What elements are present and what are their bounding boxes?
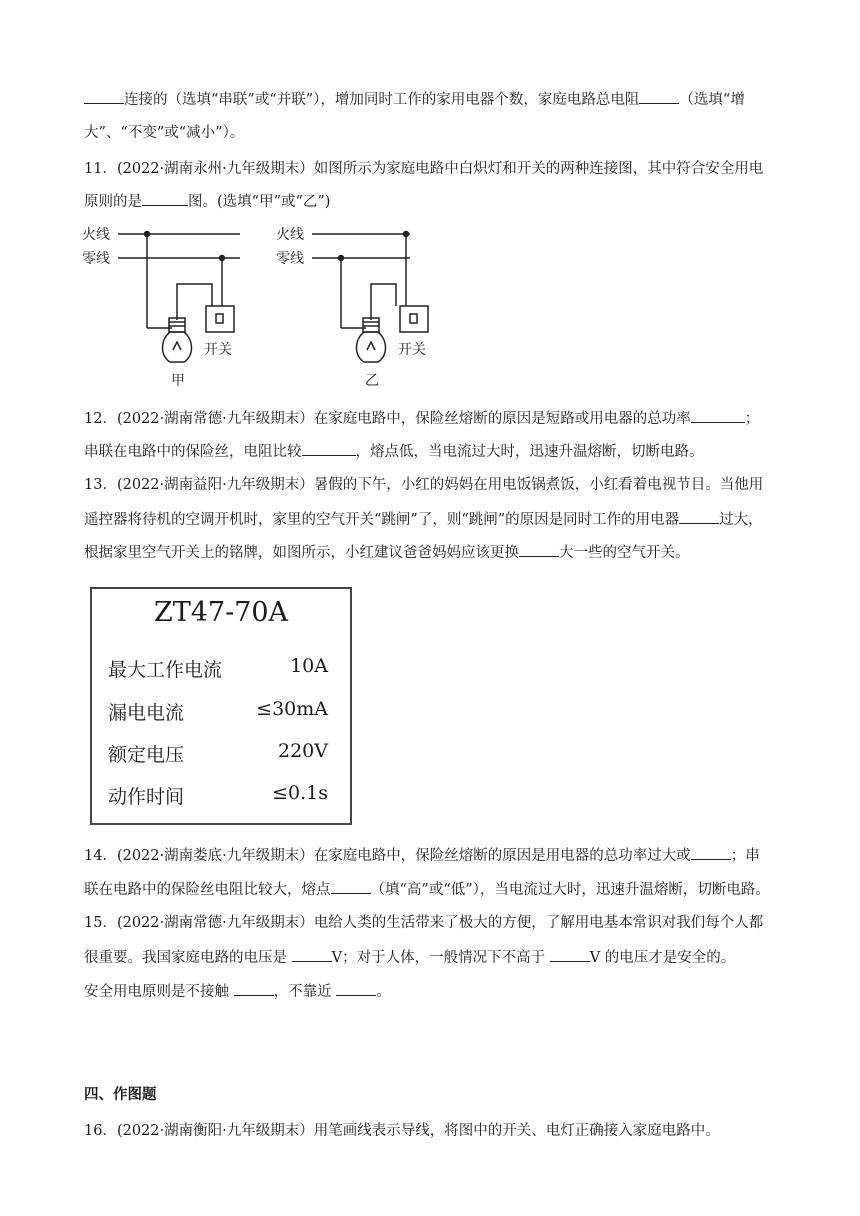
text: 联在电路中的保险丝电阻比较大，熔点 bbox=[84, 882, 331, 898]
text: （选填“增 bbox=[679, 92, 745, 108]
text: 15．(2022·湖南常德·九年级期末）电给人类的生活带来了极大的方便，了解用电基本常识对我们每个人都 bbox=[84, 915, 764, 931]
text: V；对于人体，一般情况下不高于 bbox=[331, 950, 550, 966]
text: V 的电压才是安全的。 bbox=[589, 950, 736, 966]
bulb-icon bbox=[357, 318, 386, 362]
answer-blank[interactable] bbox=[550, 947, 590, 962]
text: 14．(2022·湖南娄底·九年级期末）在家庭电路中，保险丝熔断的原因是用电器的总功率过大或 bbox=[84, 848, 691, 864]
text: ，不靠近 bbox=[273, 984, 337, 1000]
text: 根据家里空气开关上的铭牌，如图所示，小红建议爸爸妈妈应该更换 bbox=[84, 545, 519, 561]
nameplate-key: 最大工作电流 bbox=[108, 659, 223, 681]
answer-blank[interactable] bbox=[142, 191, 188, 206]
answer-blank[interactable] bbox=[679, 509, 719, 524]
question-12-line-1 bbox=[84, 408, 759, 429]
nameplate-key: 漏电电流 bbox=[108, 702, 185, 724]
answer-blank[interactable] bbox=[302, 441, 356, 456]
nameplate-value: 10A bbox=[290, 655, 328, 677]
question-14-line-1 bbox=[84, 845, 760, 866]
question-15-line-2 bbox=[84, 947, 735, 968]
text: 串联在电路中的保险丝，电阻比较 bbox=[84, 444, 302, 460]
neutral-wire-label-b: 零线 bbox=[276, 251, 304, 267]
text: ； bbox=[744, 411, 760, 427]
text: 图。(选填“甲”或“乙”) bbox=[188, 194, 331, 210]
text: 12．(2022·湖南常德·九年级期末）在家庭电路中，保险丝熔断的原因是短路或用电器的总功率 bbox=[84, 411, 691, 427]
nameplate-value: ≤0.1s bbox=[272, 782, 328, 804]
text-line bbox=[84, 123, 244, 143]
neutral-wire-label-a: 零线 bbox=[82, 251, 110, 267]
diagram-label-a: 甲 bbox=[171, 373, 185, 389]
text: 原则的是 bbox=[84, 194, 142, 210]
text: （填“高”或“低”），当电流过大时，迅速升温熔断，切断电路。 bbox=[370, 882, 770, 898]
text: ，熔点低，当电流过大时，迅速升温熔断，切断电路。 bbox=[355, 444, 704, 460]
nameplate-value: 220V bbox=[278, 740, 328, 762]
switch-label-a: 开关 bbox=[204, 342, 232, 358]
live-wire-label-b: 火线 bbox=[276, 227, 304, 243]
nameplate-key: 动作时间 bbox=[108, 786, 185, 808]
question-12-line-2 bbox=[84, 441, 704, 462]
diagram-label-b: 乙 bbox=[365, 373, 379, 389]
text: 大”、“不变”或“减小”）。 bbox=[84, 125, 245, 141]
question-13-line-1 bbox=[84, 475, 763, 495]
text-line bbox=[84, 89, 745, 110]
nameplate-key: 额定电压 bbox=[108, 744, 185, 766]
text: 11．(2022·湖南永州·九年级期末）如图所示为家庭电路中白炽灯和开关的两种连接图，其中符合安全用电 bbox=[84, 161, 764, 177]
question-11-line-2 bbox=[84, 191, 330, 212]
answer-blank[interactable] bbox=[691, 845, 731, 860]
text: 安全用电原则是不接触 bbox=[84, 984, 234, 1000]
live-wire-label-a: 火线 bbox=[82, 227, 110, 243]
answer-blank[interactable] bbox=[84, 89, 124, 104]
answer-blank[interactable] bbox=[234, 981, 274, 996]
question-14-line-2 bbox=[84, 879, 770, 900]
text: ；串 bbox=[730, 848, 760, 864]
nameplate-value: ≤30mA bbox=[256, 698, 328, 720]
text: 13．(2022·湖南益阳·九年级期末）暑假的下午，小红的妈妈在用电饭锅煮饭，小红看着电视节目。当他用 bbox=[84, 477, 764, 493]
switch-label-b: 开关 bbox=[398, 342, 426, 358]
answer-blank[interactable] bbox=[519, 542, 559, 557]
question-13-line-2 bbox=[84, 509, 763, 530]
question-11-line-1 bbox=[84, 159, 763, 179]
answer-blank[interactable] bbox=[639, 89, 679, 104]
breaker-nameplate bbox=[90, 587, 352, 825]
nameplate-model: ZT47-70A bbox=[153, 597, 289, 628]
text: 过大， bbox=[719, 512, 763, 528]
text: 16．(2022·湖南衡阳·九年级期末）用笔画线表示导线，将图中的开关、电灯正确接入家庭电路中。 bbox=[84, 1123, 720, 1139]
circuit-diagram bbox=[80, 222, 440, 392]
answer-blank[interactable] bbox=[292, 947, 332, 962]
question-15-line-3 bbox=[84, 981, 391, 1002]
text: 很重要。我国家庭电路的电压是 bbox=[84, 950, 292, 966]
question-16 bbox=[84, 1121, 720, 1141]
text: 大一些的空气开关。 bbox=[559, 545, 690, 561]
answer-blank[interactable] bbox=[691, 408, 745, 423]
text: 。 bbox=[376, 984, 391, 1000]
answer-blank[interactable] bbox=[336, 981, 376, 996]
text: 遥控器将待机的空调开机时，家里的空气开关“跳闸”了，则“跳闸”的原因是同时工作的用电器 bbox=[84, 512, 680, 528]
answer-blank[interactable] bbox=[331, 879, 371, 894]
question-15-line-1 bbox=[84, 913, 763, 933]
bulb-icon bbox=[163, 318, 192, 362]
question-13-line-3 bbox=[84, 542, 690, 563]
text: 连接的（选填“串联”或“并联”），增加同时工作的家用电器个数，家庭电路总电阻 bbox=[124, 92, 640, 108]
section-heading: 四、作图题 bbox=[84, 1087, 157, 1103]
